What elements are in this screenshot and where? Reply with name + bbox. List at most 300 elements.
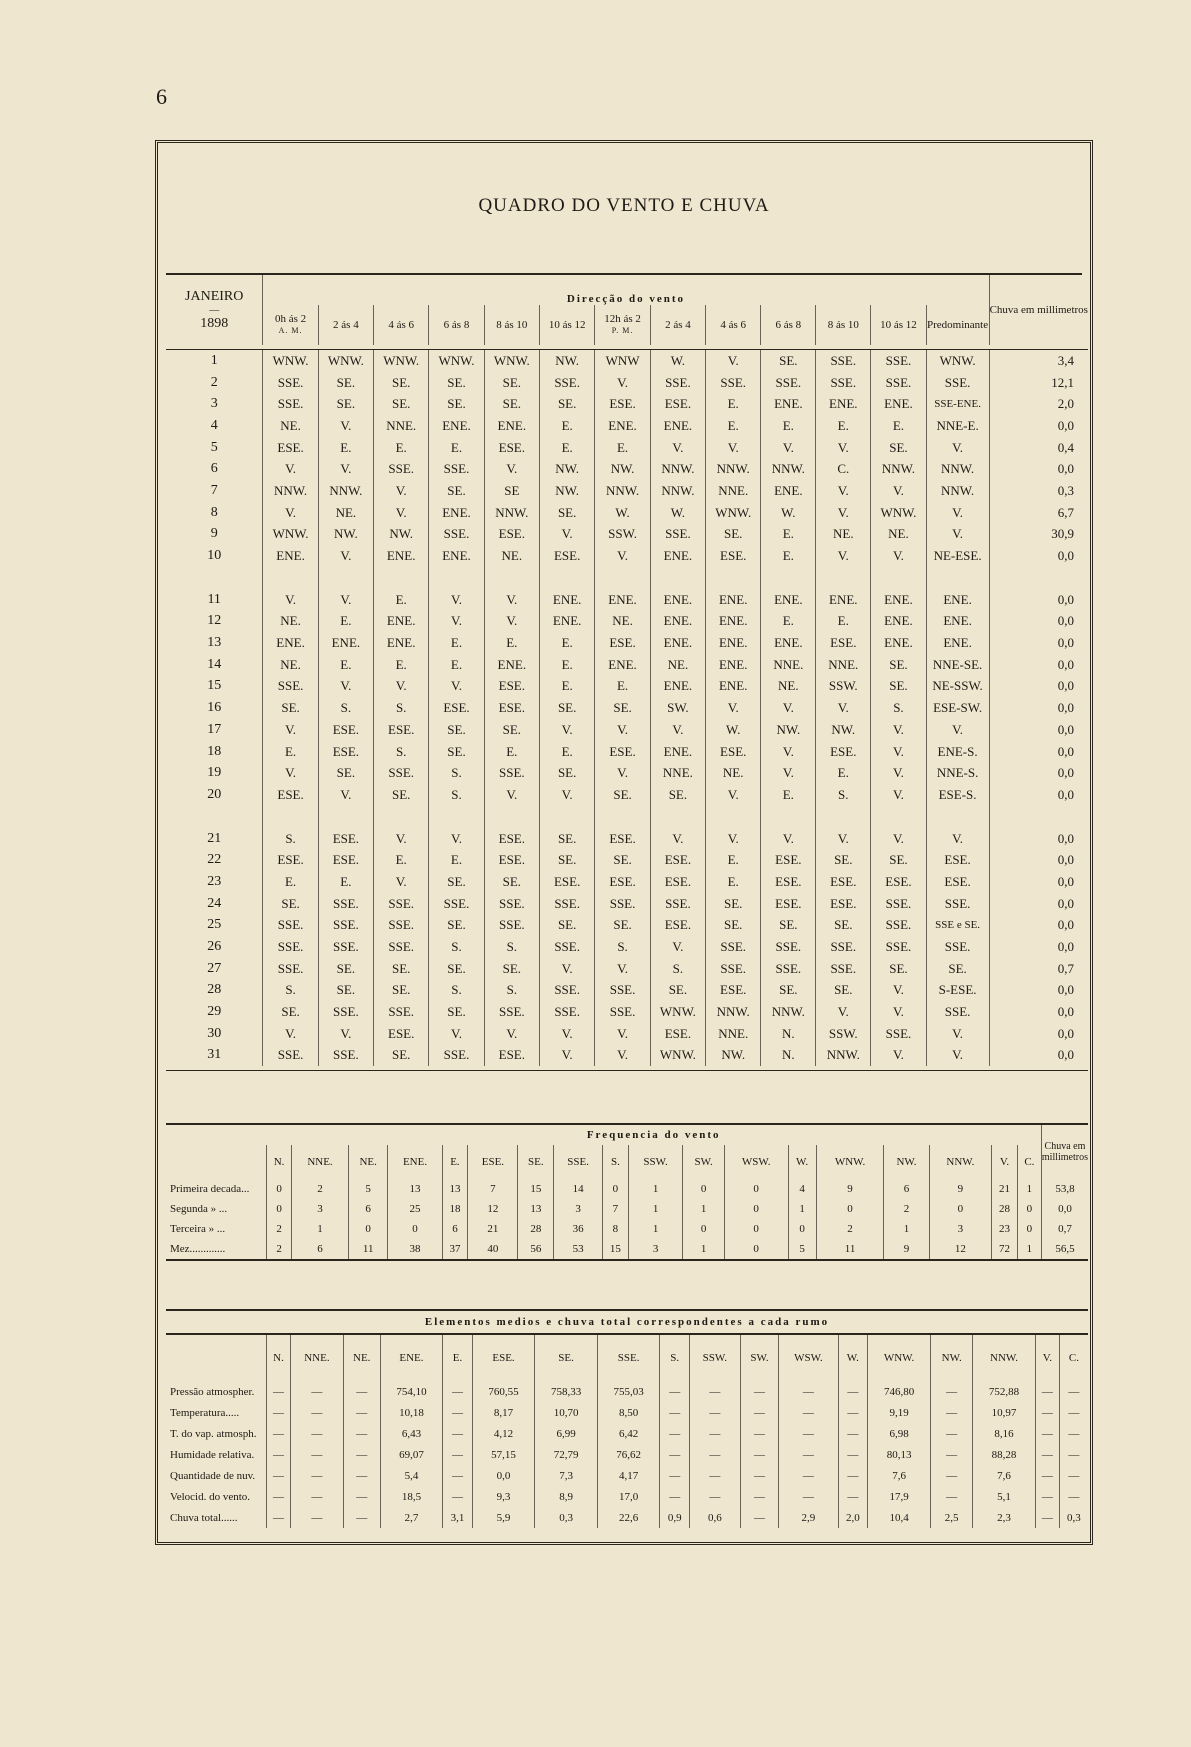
- element-cell: —: [779, 1381, 838, 1402]
- wind-direction-cell: NE.: [263, 611, 318, 633]
- wind-direction-cell: V.: [595, 372, 650, 394]
- element-cell: —: [779, 1465, 838, 1486]
- wind-direction-cell: NW.: [706, 1045, 761, 1067]
- element-cell: 4,17: [597, 1465, 660, 1486]
- time-header: 12h ás 2 P. M.: [595, 305, 650, 345]
- predominant-cell: SSE.: [926, 372, 989, 394]
- element-cell: 5,4: [380, 1465, 443, 1486]
- wind-direction-cell: ENE.: [706, 676, 761, 698]
- wind-direction-cell: SSW.: [816, 676, 871, 698]
- element-cell: 22,6: [597, 1507, 660, 1528]
- elements-table: [166, 1309, 1088, 1528]
- wind-direction-cell: SSE.: [484, 893, 539, 915]
- wind-direction-cell: C.: [816, 458, 871, 480]
- wind-direction-cell: SE.: [263, 1001, 318, 1023]
- rain-cell: 0,0: [989, 1023, 1088, 1045]
- rain-cell: 0,0: [989, 589, 1088, 611]
- month-label: JANEIRO: [185, 288, 244, 304]
- frequency-cell: 25: [388, 1199, 442, 1219]
- frequency-cell: 0: [388, 1219, 442, 1239]
- element-cell: 3,1: [443, 1507, 473, 1528]
- wind-direction-cell: ESE.: [595, 632, 650, 654]
- wind-direction-cell: ENE.: [539, 589, 594, 611]
- table-row: [166, 849, 1088, 871]
- table-row: [166, 437, 1088, 459]
- table-row: [166, 632, 1088, 654]
- frequency-cell: 7: [468, 1179, 518, 1199]
- wind-direction-cell: SSE.: [318, 893, 373, 915]
- element-cell: 76,62: [597, 1444, 660, 1465]
- frequency-direction-header: SW.: [683, 1145, 724, 1179]
- elements-direction-header: ENE.: [380, 1334, 443, 1381]
- wind-direction-cell: V.: [650, 828, 705, 850]
- wind-direction-cell: V.: [374, 828, 429, 850]
- rain-cell: 0,0: [989, 741, 1088, 763]
- rain-cell: 30,9: [989, 524, 1088, 546]
- rain-cell: 0,0: [989, 697, 1088, 719]
- day-number: 22: [207, 852, 222, 868]
- wind-direction-cell: NW.: [374, 524, 429, 546]
- element-cell: 8,50: [597, 1402, 660, 1423]
- day-number: 26: [207, 939, 222, 955]
- wind-direction-cell: SSE.: [484, 1001, 539, 1023]
- table-row: [166, 372, 1088, 394]
- wind-direction-cell: E.: [484, 632, 539, 654]
- wind-direction-cell: ENE.: [761, 589, 816, 611]
- frequency-cell: 9: [816, 1179, 884, 1199]
- wind-direction-cell: V.: [761, 697, 816, 719]
- frequency-direction-header: NNE.: [292, 1145, 349, 1179]
- wind-direction-cell: V.: [374, 871, 429, 893]
- wind-direction-cell: V.: [871, 545, 926, 567]
- frequency-cell: 1: [292, 1219, 349, 1239]
- wind-direction-cell: S.: [263, 980, 318, 1002]
- elements-direction-header: WSW.: [779, 1334, 838, 1381]
- element-cell: —: [343, 1402, 380, 1423]
- wind-direction-cell: E.: [761, 784, 816, 806]
- table-row: [166, 1199, 1088, 1219]
- time-header: 4 ás 6: [706, 305, 761, 345]
- wind-direction-cell: SE.: [263, 893, 318, 915]
- frequency-cell: 56: [518, 1239, 554, 1260]
- element-cell: —: [343, 1507, 380, 1528]
- wind-direction-cell: SE.: [539, 849, 594, 871]
- element-cell: —: [689, 1444, 740, 1465]
- wind-direction-cell: SSE.: [761, 958, 816, 980]
- wind-direction-cell: V.: [871, 1045, 926, 1067]
- wind-direction-cell: V.: [539, 958, 594, 980]
- table-row: [166, 654, 1088, 676]
- element-cell: —: [931, 1381, 973, 1402]
- rain-cell: 0,0: [989, 762, 1088, 784]
- frequency-direction-header: WSW.: [724, 1145, 788, 1179]
- wind-direction-cell: NNW.: [706, 1001, 761, 1023]
- element-cell: —: [689, 1486, 740, 1507]
- wind-direction-cell: ESE.: [816, 893, 871, 915]
- element-cell: —: [267, 1444, 291, 1465]
- frequency-cell: 12: [929, 1239, 991, 1260]
- wind-direction-cell: W.: [650, 502, 705, 524]
- wind-direction-cell: SW.: [650, 697, 705, 719]
- predominant-cell: ESE-S.: [926, 784, 989, 806]
- wind-direction-cell: SE.: [871, 958, 926, 980]
- element-cell: —: [838, 1381, 868, 1402]
- frequency-cell: 6: [348, 1199, 388, 1219]
- rain-cell: 0,0: [989, 611, 1088, 633]
- table-row: [166, 1219, 1088, 1239]
- wind-direction-cell: SSE.: [539, 893, 594, 915]
- predominant-cell: V.: [926, 719, 989, 741]
- wind-direction-cell: E.: [374, 589, 429, 611]
- table-row: [166, 1423, 1088, 1444]
- wind-direction-cell: SSE.: [871, 350, 926, 372]
- wind-direction-cell: V.: [484, 458, 539, 480]
- wind-direction-cell: NNE.: [761, 654, 816, 676]
- frequency-direction-header: V.: [992, 1145, 1018, 1179]
- rain-cell: 0,7: [989, 958, 1088, 980]
- elements-direction-header: SSW.: [689, 1334, 740, 1381]
- table-row: [166, 893, 1088, 915]
- element-cell: —: [931, 1402, 973, 1423]
- frequency-cell: 0: [788, 1219, 816, 1239]
- wind-direction-cell: E.: [539, 741, 594, 763]
- element-cell: —: [1059, 1465, 1088, 1486]
- wind-direction-cell: ENE.: [484, 654, 539, 676]
- table-row: [166, 958, 1088, 980]
- wind-direction-cell: NE.: [706, 762, 761, 784]
- frequency-cell: 2: [267, 1239, 292, 1260]
- wind-direction-cell: V.: [871, 1001, 926, 1023]
- wind-direction-cell: NNW.: [263, 480, 318, 502]
- pm-label: P. M.: [611, 326, 634, 335]
- frequency-cell: 15: [518, 1179, 554, 1199]
- predominant-cell: SE.: [926, 958, 989, 980]
- wind-direction-cell: V.: [761, 762, 816, 784]
- element-cell: —: [740, 1423, 779, 1444]
- period-label: Primeira decada...: [170, 1183, 250, 1195]
- wind-direction-cell: S.: [871, 697, 926, 719]
- frequency-cell: 37: [442, 1239, 468, 1260]
- element-cell: 18,5: [380, 1486, 443, 1507]
- wind-direction-cell: SE.: [374, 1045, 429, 1067]
- wind-direction-cell: SSE.: [706, 958, 761, 980]
- table-row: [166, 502, 1088, 524]
- time-header: 10 ás 12: [539, 305, 594, 345]
- frequency-rain-cell: 0,0: [1041, 1199, 1088, 1219]
- element-cell: 6,43: [380, 1423, 443, 1444]
- wind-direction-cell: NW.: [595, 458, 650, 480]
- wind-direction-cell: ESE.: [429, 697, 484, 719]
- element-label: Quantidade de nuv.: [170, 1469, 256, 1482]
- element-cell: 2,9: [779, 1507, 838, 1528]
- rain-cell: 0,0: [989, 980, 1088, 1002]
- elements-group-header: Elementos medios e chuva total correspondentes a cada rumo: [166, 1310, 1088, 1334]
- wind-direction-cell: V.: [539, 524, 594, 546]
- wind-direction-cell: V.: [539, 1045, 594, 1067]
- wind-direction-cell: SSE.: [595, 980, 650, 1002]
- wind-direction-cell: W.: [650, 350, 705, 372]
- wind-direction-cell: V.: [816, 437, 871, 459]
- wind-direction-cell: SSE.: [429, 524, 484, 546]
- frequency-cell: 2: [884, 1199, 929, 1219]
- time-header: 2 ás 4: [318, 305, 373, 345]
- day-number: 1: [210, 352, 218, 368]
- wind-direction-cell: ENE.: [429, 545, 484, 567]
- wind-direction-cell: ESE.: [650, 871, 705, 893]
- wind-direction-cell: V.: [539, 719, 594, 741]
- wind-direction-cell: SE.: [429, 958, 484, 980]
- element-cell: —: [660, 1465, 690, 1486]
- wind-direction-cell: SSE.: [816, 350, 871, 372]
- wind-direction-cell: ENE.: [706, 632, 761, 654]
- wind-direction-cell: NE.: [816, 524, 871, 546]
- element-cell: 9,3: [472, 1486, 535, 1507]
- rain-cell: 0,0: [989, 828, 1088, 850]
- wind-direction-cell: E.: [816, 611, 871, 633]
- wind-direction-cell: SE.: [650, 980, 705, 1002]
- frequency-cell: 1: [788, 1199, 816, 1219]
- frequency-cell: 2: [267, 1219, 292, 1239]
- day-number: 25: [207, 917, 222, 933]
- element-cell: —: [660, 1402, 690, 1423]
- table-row: [166, 871, 1088, 893]
- element-cell: 6,98: [868, 1423, 931, 1444]
- wind-direction-cell: ENE.: [706, 589, 761, 611]
- element-cell: —: [1059, 1402, 1088, 1423]
- element-cell: 9,19: [868, 1402, 931, 1423]
- wind-direction-cell: V.: [484, 611, 539, 633]
- wind-direction-cell: ESE.: [484, 1045, 539, 1067]
- element-cell: —: [443, 1423, 473, 1444]
- wind-direction-cell: SE.: [374, 980, 429, 1002]
- wind-direction-cell: SE.: [761, 915, 816, 937]
- table-row: [166, 1486, 1088, 1507]
- frequency-cell: 0: [724, 1239, 788, 1260]
- rain-cell: 0,0: [989, 1001, 1088, 1023]
- predominant-cell: ESE.: [926, 871, 989, 893]
- frequency-cell: 0: [603, 1179, 629, 1199]
- element-cell: —: [343, 1465, 380, 1486]
- wind-direction-cell: ESE.: [484, 437, 539, 459]
- element-cell: —: [343, 1444, 380, 1465]
- wind-direction-cell: ENE.: [595, 654, 650, 676]
- wind-direction-cell: WNW.: [263, 350, 318, 372]
- table-row: [166, 545, 1088, 567]
- wind-direction-cell: V.: [263, 762, 318, 784]
- element-cell: 6,99: [535, 1423, 598, 1444]
- elements-direction-header: W.: [838, 1334, 868, 1381]
- day-number: 10: [207, 548, 222, 564]
- table-row: [166, 980, 1088, 1002]
- wind-direction-cell: SE.: [816, 980, 871, 1002]
- wind-direction-cell: NNW.: [816, 1045, 871, 1067]
- wind-direction-cell: E.: [871, 415, 926, 437]
- wind-direction-cell: V.: [484, 589, 539, 611]
- wind-direction-cell: SSE.: [761, 936, 816, 958]
- wind-direction-cell: NNE.: [816, 654, 871, 676]
- rain-cell: 0,0: [989, 849, 1088, 871]
- wind-direction-table: [166, 275, 1088, 1071]
- wind-direction-cell: V.: [318, 415, 373, 437]
- element-cell: 7,3: [535, 1465, 598, 1486]
- rain-cell: 3,4: [989, 350, 1088, 372]
- table-row: [166, 828, 1088, 850]
- wind-direction-cell: SE.: [539, 697, 594, 719]
- element-cell: —: [660, 1486, 690, 1507]
- frequency-cell: 1: [683, 1239, 724, 1260]
- rain-cell: 0,3: [989, 480, 1088, 502]
- element-cell: 754,10: [380, 1381, 443, 1402]
- wind-direction-cell: E.: [816, 415, 871, 437]
- frequency-cell: 0: [683, 1219, 724, 1239]
- element-cell: —: [343, 1486, 380, 1507]
- frequency-cell: 53: [554, 1239, 603, 1260]
- element-cell: —: [443, 1465, 473, 1486]
- wind-direction-cell: ESE.: [816, 871, 871, 893]
- element-cell: 0,6: [689, 1507, 740, 1528]
- element-cell: 10,97: [973, 1402, 1036, 1423]
- wind-direction-cell: V.: [263, 719, 318, 741]
- wind-direction-cell: NW.: [539, 458, 594, 480]
- element-cell: 8,9: [535, 1486, 598, 1507]
- element-cell: —: [838, 1444, 868, 1465]
- table-row: [166, 611, 1088, 633]
- wind-direction-cell: SE.: [429, 741, 484, 763]
- element-cell: —: [740, 1507, 779, 1528]
- wind-direction-cell: V.: [374, 502, 429, 524]
- wind-direction-cell: SE.: [761, 350, 816, 372]
- wind-direction-cell: ESE.: [263, 849, 318, 871]
- wind-direction-cell: E.: [761, 611, 816, 633]
- frequency-cell: 13: [388, 1179, 442, 1199]
- element-label: Temperatura.....: [170, 1406, 240, 1419]
- wind-direction-cell: SE.: [871, 676, 926, 698]
- wind-direction-cell: WNW: [595, 350, 650, 372]
- wind-direction-cell: NE.: [484, 545, 539, 567]
- wind-direction-cell: V.: [263, 1023, 318, 1045]
- wind-direction-cell: SSE.: [816, 958, 871, 980]
- period-label: Segunda » ...: [170, 1203, 228, 1215]
- wind-direction-cell: E.: [595, 676, 650, 698]
- elements-direction-header: N.: [267, 1334, 291, 1381]
- wind-direction-cell: E.: [263, 741, 318, 763]
- wind-direction-cell: SSW.: [595, 524, 650, 546]
- wind-direction-cell: WNW.: [429, 350, 484, 372]
- day-number: 13: [207, 635, 222, 651]
- day-number: 9: [210, 526, 218, 542]
- wind-direction-cell: V.: [539, 784, 594, 806]
- elements-direction-header: S.: [660, 1334, 690, 1381]
- element-cell: 10,4: [868, 1507, 931, 1528]
- element-cell: 0,3: [1059, 1507, 1088, 1528]
- predominant-cell: SSE.: [926, 893, 989, 915]
- wind-direction-cell: ESE.: [706, 980, 761, 1002]
- rain-cell: 0,0: [989, 915, 1088, 937]
- wind-direction-cell: SE.: [539, 915, 594, 937]
- wind-direction-cell: ENE.: [871, 393, 926, 415]
- element-cell: —: [267, 1507, 291, 1528]
- wind-direction-cell: NW.: [816, 719, 871, 741]
- wind-direction-cell: NNE.: [706, 1023, 761, 1045]
- wind-direction-cell: ESE.: [484, 524, 539, 546]
- wind-direction-cell: SE.: [318, 762, 373, 784]
- table-row: [166, 458, 1088, 480]
- rain-header: Chuva em millimetros: [989, 275, 1088, 345]
- wind-direction-cell: V.: [484, 784, 539, 806]
- wind-direction-cell: ENE.: [650, 676, 705, 698]
- element-cell: —: [838, 1486, 868, 1507]
- element-cell: —: [931, 1465, 973, 1486]
- element-cell: —: [267, 1423, 291, 1444]
- wind-direction-cell: S.: [484, 980, 539, 1002]
- wind-direction-cell: SSE.: [484, 915, 539, 937]
- wind-direction-cell: N.: [761, 1023, 816, 1045]
- element-cell: —: [1059, 1486, 1088, 1507]
- day-number: 19: [207, 765, 222, 781]
- wind-direction-cell: E.: [706, 415, 761, 437]
- wind-direction-cell: SE.: [650, 784, 705, 806]
- wind-direction-cell: W.: [595, 502, 650, 524]
- element-cell: —: [689, 1402, 740, 1423]
- frequency-rain-cell: 53,8: [1041, 1179, 1088, 1199]
- rain-cell: 0,0: [989, 415, 1088, 437]
- wind-direction-cell: S.: [650, 958, 705, 980]
- elements-direction-header: NW.: [931, 1334, 973, 1381]
- wind-direction-cell: SSE.: [761, 372, 816, 394]
- wind-direction-cell: SSE.: [263, 676, 318, 698]
- wind-direction-cell: WNW.: [318, 350, 373, 372]
- wind-direction-cell: ESE.: [650, 915, 705, 937]
- wind-direction-cell: ENE.: [374, 632, 429, 654]
- predominant-cell: ESE-SW.: [926, 697, 989, 719]
- wind-direction-cell: V.: [871, 762, 926, 784]
- predominant-cell: V.: [926, 1023, 989, 1045]
- wind-direction-cell: ENE.: [263, 632, 318, 654]
- wind-direction-cell: NNE.: [374, 415, 429, 437]
- wind-direction-cell: NNW.: [650, 458, 705, 480]
- predominant-cell: SSE-ENE.: [926, 393, 989, 415]
- predominant-cell: WNW.: [926, 350, 989, 372]
- am-label: A. M.: [278, 326, 303, 335]
- element-cell: 8,16: [973, 1423, 1036, 1444]
- wind-direction-cell: SE.: [595, 849, 650, 871]
- frequency-direction-header: ENE.: [388, 1145, 442, 1179]
- wind-direction-cell: ENE.: [374, 545, 429, 567]
- table-row: [166, 480, 1088, 502]
- wind-direction-cell: E.: [539, 437, 594, 459]
- day-number: 11: [207, 591, 221, 607]
- wind-direction-cell: V.: [263, 502, 318, 524]
- wind-direction-cell: S.: [429, 936, 484, 958]
- frequency-direction-header: E.: [442, 1145, 468, 1179]
- element-cell: —: [660, 1423, 690, 1444]
- wind-direction-cell: V.: [816, 502, 871, 524]
- element-cell: —: [689, 1381, 740, 1402]
- frequency-direction-header: NE.: [348, 1145, 388, 1179]
- wind-direction-cell: V.: [595, 719, 650, 741]
- elements-direction-header: ESE.: [472, 1334, 535, 1381]
- frequency-cell: 5: [788, 1239, 816, 1260]
- elements-direction-header: C.: [1059, 1334, 1088, 1381]
- frequency-direction-header: SSW.: [628, 1145, 683, 1179]
- element-cell: —: [838, 1423, 868, 1444]
- day-number: 5: [210, 439, 218, 455]
- wind-direction-cell: WNW.: [871, 502, 926, 524]
- wind-direction-cell: NNW.: [650, 480, 705, 502]
- table-row: [166, 1507, 1088, 1528]
- frequency-cell: 28: [518, 1219, 554, 1239]
- predominant-cell: V.: [926, 1045, 989, 1067]
